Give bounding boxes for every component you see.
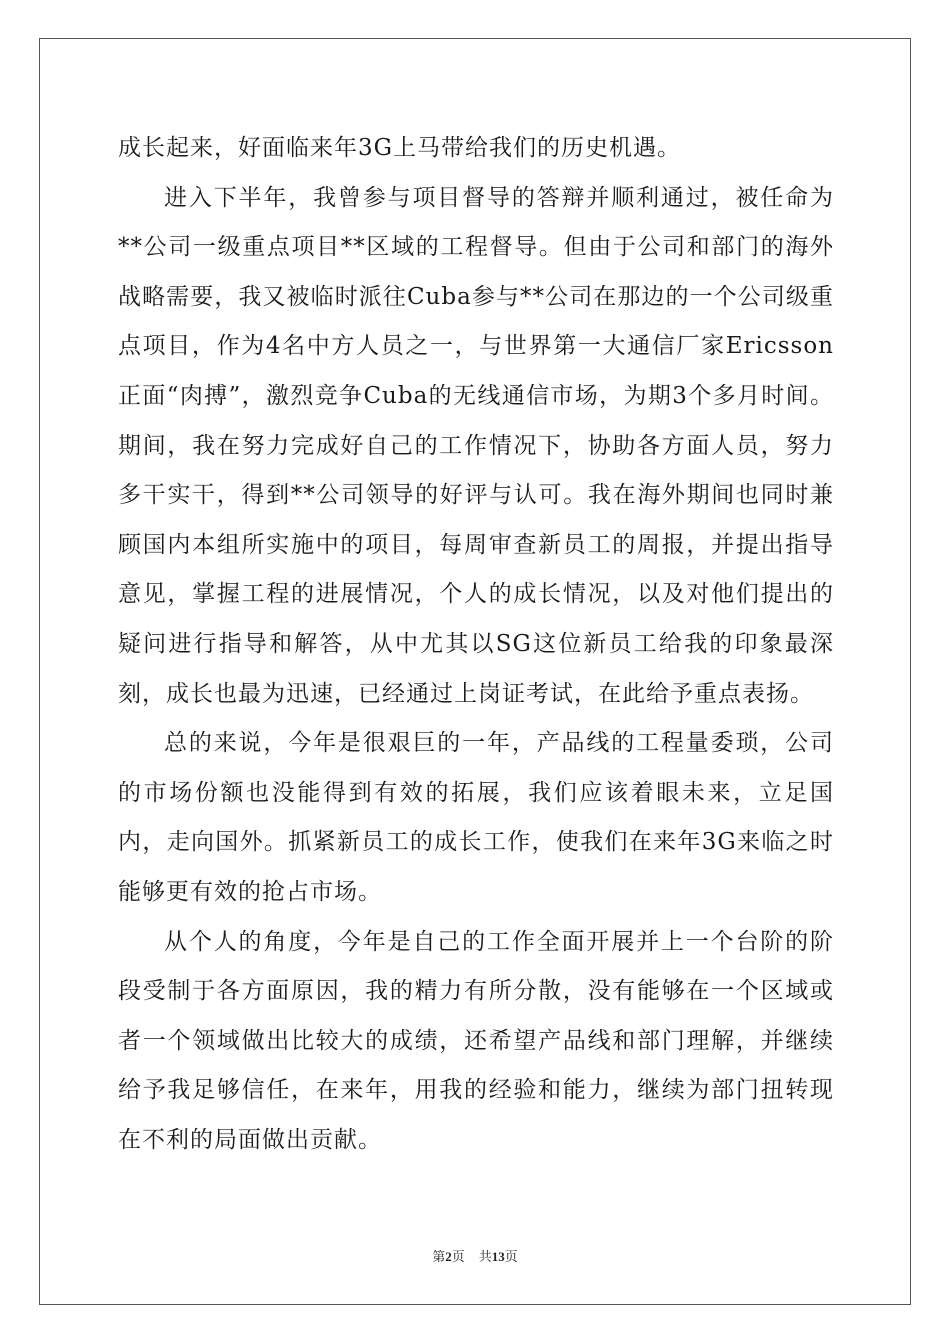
paragraph-1: 成长起来，好面临来年3G上马带给我们的历史机遇。 (118, 135, 682, 161)
paragraph-4: 从个人的角度，今年是自己的工作全面开展并上一个台阶的阶段受制于各方面原因，我的精力有所分散，没有能够在一个区域或者一个领域做出比较大的成绩，还希望产品线和部门理解，并继续给予我足够信任，在来年，用我的经验和能力，继续为部门扭转现在不利的局面做出贡献。 (118, 928, 834, 1153)
document-body (118, 124, 834, 1165)
paragraph-3: 总的来说，今年是很艰巨的一年，产品线的工程量委琐，公司的市场份额也没能得到有效的拓展，我们应该着眼未来，立足国内，走向国外。抓紧新员工的成长工作，使我们在来年3G来临之时能够更有效的抢占市场。 (118, 730, 834, 905)
total-pages: 13 (491, 1249, 505, 1264)
page-number: 2 (445, 1249, 452, 1264)
paragraph-2: 进入下半年，我曾参与项目督导的答辩并顺利通过，被任命为**公司一级重点项目**区域的工程督导。但由于公司和部门的海外战略需要，我又被临时派往Cuba参与**公司在那边的一个公司级重点项目，作为4名中方人员之一，与世界第一大通信厂家Ericsson正面“肉搏”，激烈竞争Cuba的无线通信市场，为期3个多月时间。期间，我在努力完成好自己的工作情况下，协助各方面人员，努力多干实干，得到**公司领导的好评与认可。我在海外期间也同时兼顾国内本组所实施中的项目，每周审查新员工的周报，并提出指导意见，掌握工程的进展情况，个人的成长情况，以及对他们提出的疑问进行指导和解答，从中尤其以SG这位新员工给我的印象最深刻，成长也最为迅速，已经通过上岗证考试，在此给予重点表扬。 (118, 184, 834, 707)
page-footer (0, 1246, 950, 1265)
page-suffix: 页 (451, 1249, 465, 1264)
page-prefix: 第 (432, 1249, 446, 1264)
total-prefix: 共 (478, 1249, 492, 1264)
total-suffix: 页 (504, 1249, 518, 1264)
